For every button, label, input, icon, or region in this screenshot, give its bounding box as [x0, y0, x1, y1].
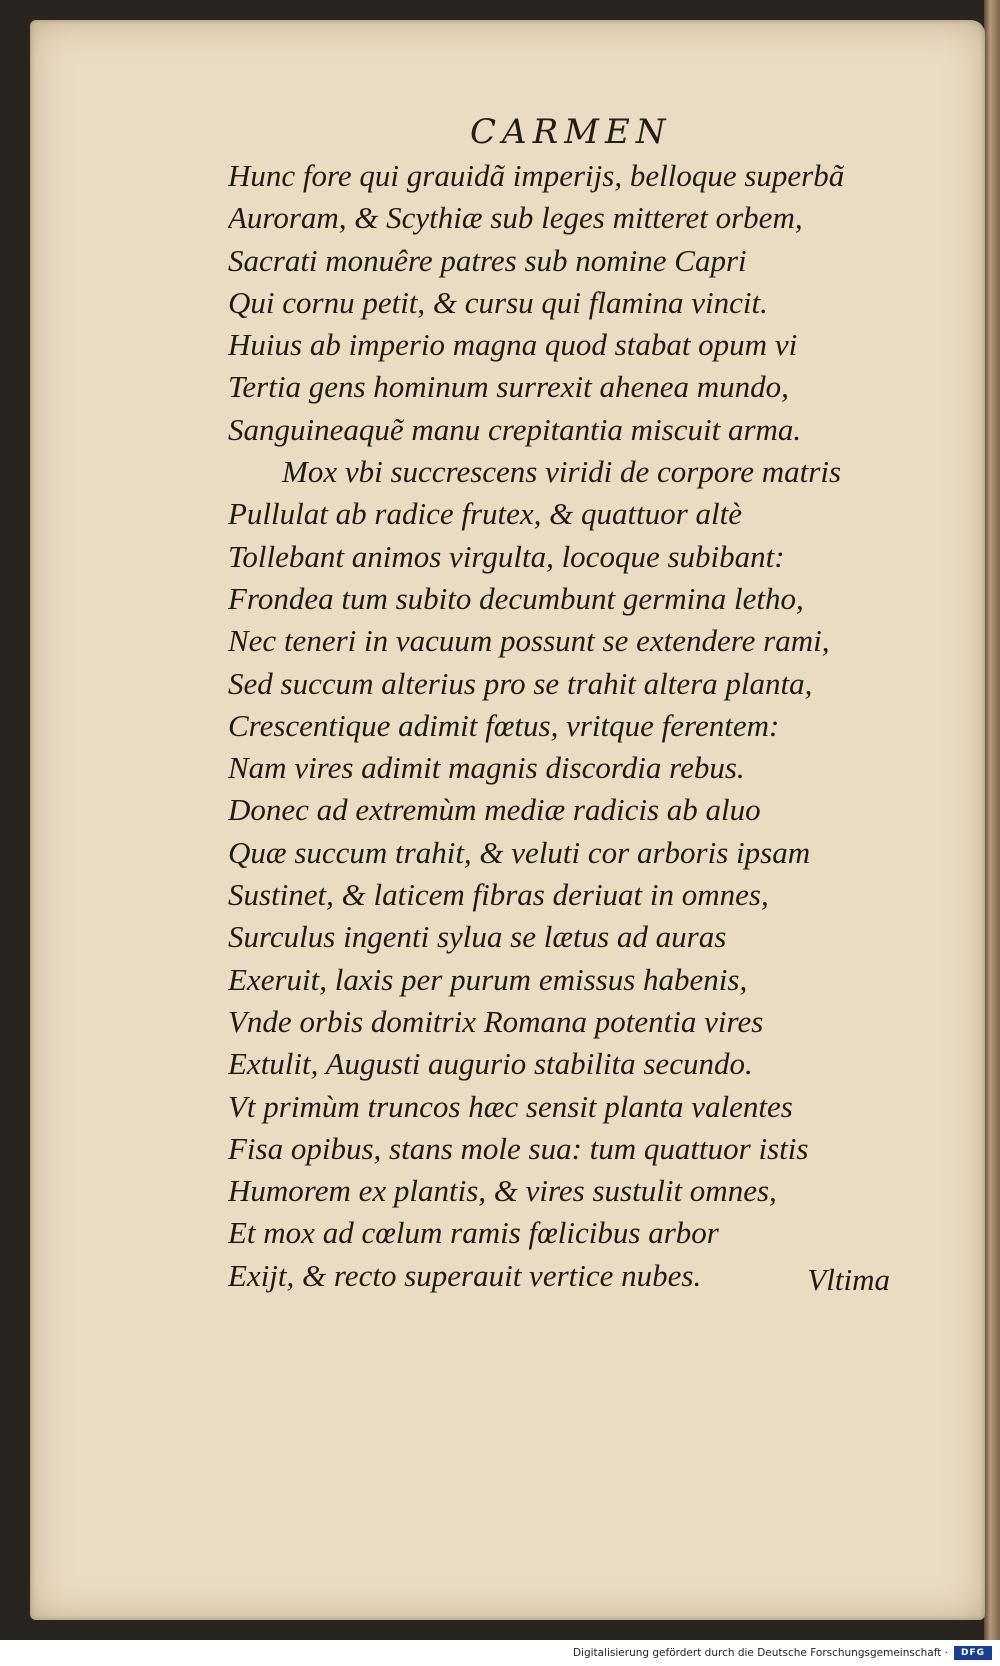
verse-line: Nam vires adimit magnis discordia rebus.: [228, 750, 745, 786]
verse-line: Frondea tum subito decumbunt germina letho,: [228, 580, 804, 616]
verse-line: Et mox ad cœlum ramis fœlicibus arbor: [228, 1215, 719, 1251]
funding-credit: Digitalisierung gefördert durch die Deutsche Forschungsgemeinschaft ·: [572, 1647, 948, 1659]
verse-line: Donec ad extremùm mediæ radicis ab aluo: [228, 792, 761, 828]
digitization-footer: [0, 1640, 1000, 1666]
verse-line: Vnde orbis domitrix Romana potentia vires: [228, 1003, 764, 1039]
verse-line: Surculus ingenti sylua se lætus ad auras: [228, 919, 727, 955]
verse-line: Exeruit, laxis per purum emissus habenis,: [228, 961, 748, 997]
verse-line: Hunc fore qui grauidã imperijs, belloque superbã: [228, 158, 845, 193]
verse-line: Vt primùm truncos hæc sensit planta valentes: [228, 1088, 793, 1124]
verse-line: Extulit, Augusti augurio stabilita secundo.: [228, 1046, 753, 1082]
verse-line: Huius ab imperio magna quod stabat opum vi: [228, 327, 798, 363]
verse-line: Sanguineaquẽ manu crepitantia miscuit arma.: [228, 411, 802, 447]
running-head: CARMEN: [470, 112, 672, 152]
verse-line: Tollebant animos virgulta, locoque subibant:: [228, 538, 785, 574]
binding-edge: [984, 0, 1000, 1640]
verse-text: [228, 155, 928, 1297]
verse-line: Mox vbi succrescens viridi de corpore matris: [282, 454, 842, 490]
verse-line: Sustinet, & laticem fibras deriuat in omnes,: [228, 877, 769, 913]
verse-line: Quæ succum trahit, & veluti cor arboris ipsam: [228, 834, 811, 870]
verse-line: Crescentique adimit fœtus, vritque ferentem:: [228, 707, 780, 743]
verse-line: Pullulat ab radice frutex, & quattuor altè: [228, 496, 743, 532]
verse-line: Sacrati monuêre patres sub nomine Capri: [228, 242, 747, 278]
verse-line: Tertia gens hominum surrexit ahenea mundo,: [228, 369, 789, 405]
dfg-logo-icon: DFG: [954, 1646, 992, 1660]
verse-line: Nec teneri in vacuum possunt se extendere rami,: [228, 623, 830, 659]
verse-line: Humorem ex plantis, & vires sustulit omnes,: [228, 1173, 777, 1209]
catchword: Vltima: [807, 1262, 890, 1297]
verse-line: Fisa opibus, stans mole sua: tum quattuor istis: [228, 1130, 809, 1166]
verse-line: Exijt, & recto superauit vertice nubes.: [228, 1257, 702, 1293]
verse-line: Auroram, & Scythiæ sub leges mitteret orbem,: [228, 200, 803, 236]
verse-line: Qui cornu petit, & cursu qui flamina vincit.: [228, 284, 768, 320]
verse-line: Sed succum alterius pro se trahit altera planta,: [228, 665, 813, 701]
